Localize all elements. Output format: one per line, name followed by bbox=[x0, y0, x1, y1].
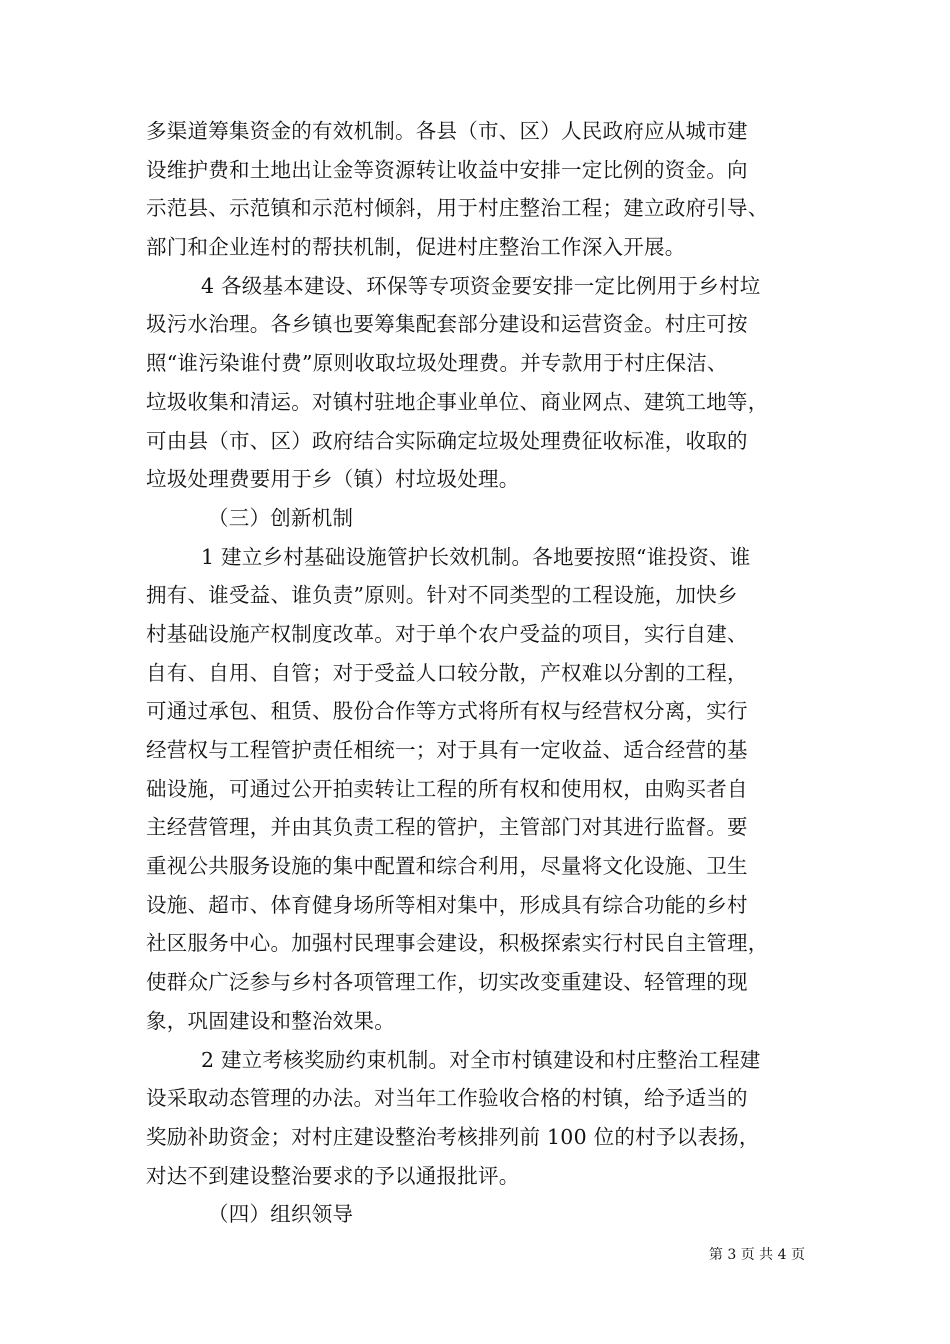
section-heading-organization: （四）组织领导 bbox=[208, 1202, 354, 1227]
text-line: 拥有、谁受益、谁负责”原则。针对不同类型的工程设施，加快乡 bbox=[146, 583, 738, 608]
text-line: 可通过承包、租赁、股份合作等方式将所有权与经营权分离，实行 bbox=[146, 699, 748, 724]
text-line: 设施、超市、体育健身场所等相对集中，形成具有综合功能的乡村 bbox=[146, 892, 748, 917]
text-line: 社区服务中心。加强村民理事会建设，积极探索实行村民自主管理， bbox=[146, 931, 769, 956]
text-line: 垃圾处理费要用于乡（镇）村垃圾处理。 bbox=[146, 467, 520, 492]
section-heading-innovation: （三）创新机制 bbox=[208, 505, 354, 530]
text-line: 使群众广泛参与乡村各项管理工作，切实改变重建设、轻管理的现 bbox=[146, 970, 748, 995]
body-text bbox=[146, 112, 826, 1234]
text-line: 经营权与工程管护责任相统一；对于具有一定收益、适合经营的基 bbox=[146, 738, 748, 762]
page-number-footer: 第 3 页 共 4 页 bbox=[708, 1247, 805, 1263]
text-line: 础设施，可通过公开拍卖转让工程的所有权和使用权，由购买者自 bbox=[146, 776, 748, 801]
text-line: 自有、自用、自管；对于受益人口较分散，产权难以分割的工程， bbox=[146, 660, 748, 685]
text-line: 照“谁污染谁付费”原则收取垃圾处理费。并专款用于村庄保洁、 bbox=[146, 351, 728, 376]
paragraph-start-line: 4 各级基本建设、环保等专项资金要安排一定比例用于乡村垃 bbox=[201, 273, 761, 298]
text-line: 可由县（市、区）政府结合实际确定垃圾处理费征收标准，收取的 bbox=[146, 428, 748, 453]
text-line: 对达不到建设整治要求的予以通报批评。 bbox=[146, 1163, 520, 1188]
text-line: 设维护费和土地出让金等资源转让收益中安排一定比例的资金。向 bbox=[146, 157, 748, 182]
paragraph-start-line: 2 建立考核奖励约束机制。对全市村镇建设和村庄整治工程建 bbox=[201, 1047, 761, 1072]
text-line: 圾污水治理。各乡镇也要筹集配套部分建设和运营资金。村庄可按 bbox=[146, 312, 748, 337]
text-line: 奖励补助资金；对村庄建设整治考核排列前 100 位的村予以表扬， bbox=[146, 1124, 760, 1149]
text-line: 多渠道筹集资金的有效机制。各县（市、区）人民政府应从城市建 bbox=[146, 119, 748, 143]
text-line: 村基础设施产权制度改革。对于单个农户受益的项目，实行自建、 bbox=[146, 621, 748, 646]
text-line: 主经营管理，并由其负责工程的管护，主管部门对其进行监督。要 bbox=[146, 815, 748, 840]
text-line: 垃圾收集和清运。对镇村驻地企事业单位、商业网点、建筑工地等， bbox=[146, 389, 769, 414]
text-line: 重视公共服务设施的集中配置和综合利用，尽量将文化设施、卫生 bbox=[146, 854, 748, 879]
text-line: 设采取动态管理的办法。对当年工作验收合格的村镇，给予适当的 bbox=[146, 1086, 748, 1111]
text-line: 象，巩固建设和整治效果。 bbox=[146, 1008, 395, 1033]
text-line: 部门和企业连村的帮扶机制，促进村庄整治工作深入开展。 bbox=[146, 235, 686, 260]
text-line: 示范县、示范镇和示范村倾斜，用于村庄整治工程；建立政府引导、 bbox=[146, 196, 769, 221]
paragraph-start-line: 1 建立乡村基础设施管护长效机制。各地要按照“谁投资、谁 bbox=[201, 544, 751, 569]
